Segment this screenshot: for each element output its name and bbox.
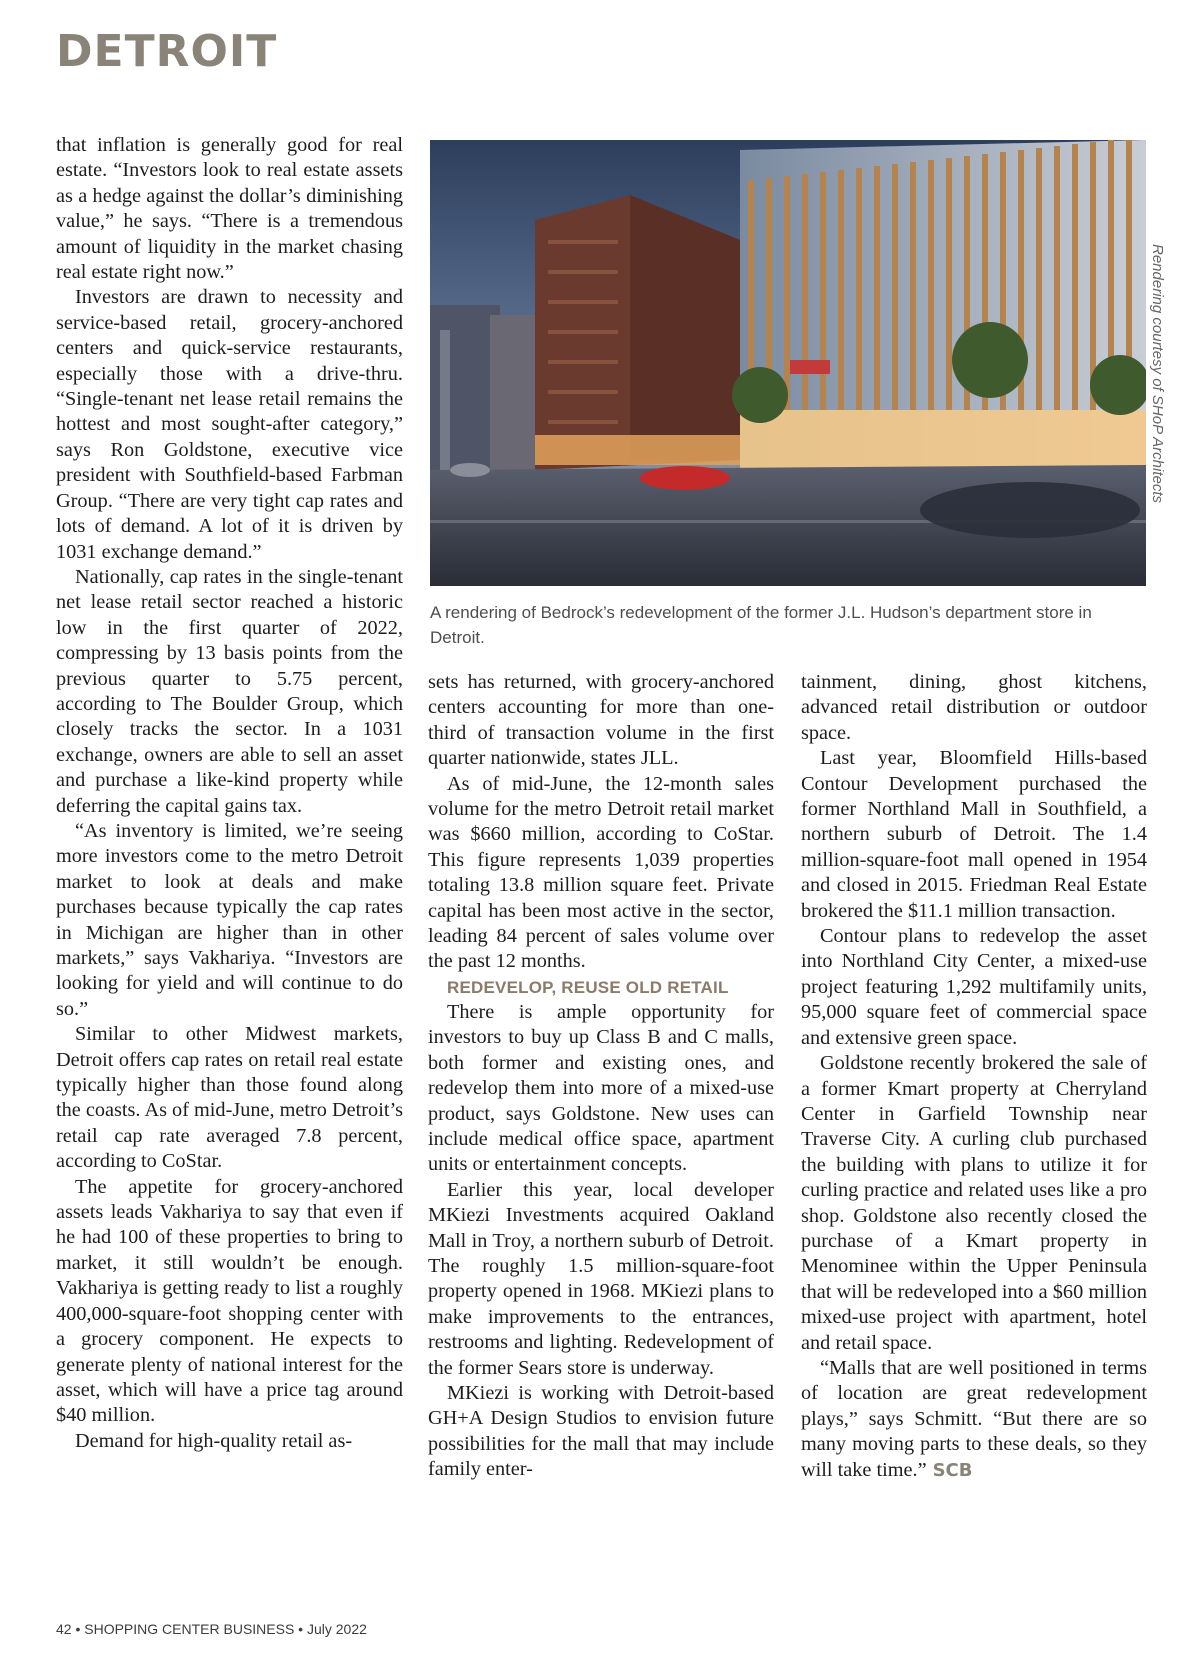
paragraph-text: “Malls that are well positioned in terms of location are great redevelopment plays,” says Schmitt. “But there are so many moving parts to these deals, so they will take time.” (801, 1356, 1147, 1481)
paragraph: Goldstone recently brokered the sale of a former Kmart property at Cherryland Center in Garfield Township near Traverse City. A curling club purchased the building with plans to utilize it for curling practice and related uses like a pro shop. Goldstone also recently closed the purchase of a Kmart property in Menominee within the Upper Peninsula that will be redeveloped into a $60 million mixed-use project with apartment, hotel and retail space. (801, 1052, 1147, 1354)
paragraph: Last year, Bloomfield Hills-based Contour Development purchased the former Northland Mall in Southfield, a northern suburb of Detroit. The 1.4 million-square-foot mall opened in 1954 and closed in 2015. Friedman Real Estate brokered the $11.1 million transaction. (801, 747, 1147, 922)
paragraph: Investors are drawn to necessity and service-based retail, grocery-anchored centers and quick-service restaurants, especially those with a drive-thru. “Single-tenant net lease retail remains the hottest and most sought-after category,” says Ron Goldstone, executive vice president with Southfield-based Farbman Group. “There are very tight cap rates and lots of demand. A lot of it is driven by 1031 exchange demand.” (56, 286, 403, 563)
paragraph: The appetite for grocery-anchored assets leads Vakhariya to say that even if he had 100 of these properties to bring to market, it still wouldn’t be enough. Vakhariya is getting ready to list a roughly 400,000-square-foot shopping center with a grocery component. He expects to generate plenty of national interest for the asset, which will have a price tag around $40 million. (56, 1175, 403, 1427)
paragraph: Earlier this year, local developer MKiezi Investments acquired Oakland Mall in Troy, a northern suburb of Detroit. The roughly 1.5 million-square-foot property opened in 1968. MKiezi plans to make improvements to the entrances, restrooms and lighting. Redevelopment of the former Sears store is underway. (428, 1178, 774, 1379)
paragraph: tainment, dining, ghost kitchens, advanced retail distribution or outdoor space. (801, 671, 1147, 744)
paragraph: There is ample opportunity for investors to buy up Class B and C malls, both former and existing ones, and redevelop them into more of a mixed-use product, says Goldstone. New uses can include medical office space, apartment units or entertainment concepts. (428, 1000, 774, 1176)
paragraph: sets has returned, with grocery-anchored centers accounting for more than one-third of transaction volume in the first quarter nationwide, states JLL. (428, 671, 774, 770)
paragraph: Demand for high-quality retail as- (75, 1429, 353, 1452)
article-column-3 (801, 670, 1147, 1483)
figure-caption: A rendering of Bedrock’s redevelopment of the former J.L. Hudson’s department store in Detroit. (430, 603, 1092, 647)
paragraph: Nationally, cap rates in the single-tenant net lease retail sector reached a historic low in the first quarter of 2022, compressing by 13 basis points from the previous quarter to 5.75 percent, according to The Boulder Group, which closely tracks the sector. In a 1031 exchange, owners are able to sell an asset and purchase a like-kind property while deferring the capital gains tax. (56, 565, 403, 817)
paragraph: Contour plans to redevelop the asset into Northland City Center, a mixed-use project featuring 1,292 multifamily units, 95,000 square feet of commercial space and extensive green space. (801, 925, 1147, 1049)
section-subhead: REDEVELOP, REUSE OLD RETAIL (447, 977, 729, 997)
section-title: DETROIT (56, 26, 278, 77)
paragraph: MKiezi is working with Detroit-based GH+A Design Studios to envision future possibilities for the mall that may include family enter- (428, 1381, 774, 1481)
paragraph (801, 1356, 1147, 1483)
page-footer: 42 • SHOPPING CENTER BUSINESS • July 2022 (56, 1621, 367, 1637)
paragraph: that inflation is generally good for real estate. “Investors look to real estate assets as a hedge against the dollar’s diminishing value,” he says. “There is a tremendous amount of liquidity in the market chasing real estate right now.” (56, 134, 403, 284)
signoff-mark: SCB (932, 1459, 973, 1481)
photo-credit: Rendering courtesy of SHoP Architects (1149, 244, 1166, 504)
article-column-2 (428, 670, 774, 1483)
paragraph: Similar to other Midwest markets, Detroit offers cap rates on retail real estate typically higher than those found along the coasts. As of mid-June, metro Detroit’s retail cap rate averaged 7.8 percent, according to CoStar. (56, 1023, 403, 1173)
rendering-image (430, 140, 1146, 586)
paragraph: “As inventory is limited, we’re seeing more investors come to the metro Detroit market to look at deals and make purchases because typically the cap rates in Michigan are higher than in other markets,” says Vakhariya. “Investors are looking for yield and will continue to do so.” (56, 819, 403, 1020)
paragraph: As of mid-June, the 12-month sales volume for the metro Detroit retail market was $660 million, according to CoStar. This figure represents 1,039 properties totaling 13.8 million square feet. Private capital has been most active in the sector, leading 84 percent of sales volume over the past 12 months. (428, 772, 774, 973)
article-column-1 (56, 133, 403, 1454)
